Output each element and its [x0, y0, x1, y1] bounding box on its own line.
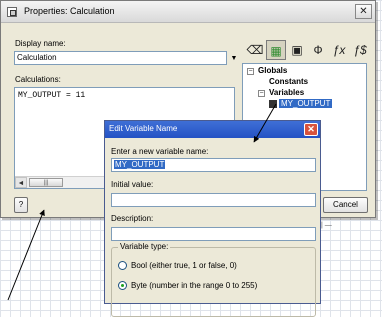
initial-value-label: Initial value: — [111, 180, 154, 189]
variable-name-label: Enter a new variable name: — [111, 147, 209, 156]
close-icon[interactable]: ✕ — [355, 4, 372, 19]
string-function-icon[interactable]: ƒ$ — [353, 43, 367, 57]
cancel-button[interactable]: Cancel — [323, 197, 368, 213]
eraser-icon[interactable]: ⌫ — [246, 43, 264, 57]
globals-tree-icon[interactable]: ▦ — [266, 40, 286, 60]
calculator-icon[interactable]: ▣ — [291, 43, 303, 57]
background-fragment: | — — [321, 222, 332, 229]
annotation-arrow-to-editor — [8, 210, 44, 300]
scroll-left-icon[interactable]: ◄ — [15, 177, 27, 188]
close-icon[interactable]: ✕ — [304, 123, 318, 136]
tree-node-globals[interactable]: Globals — [258, 66, 288, 75]
tree-node-constants[interactable]: Constants — [269, 77, 309, 86]
byte-option-label[interactable]: Byte (number in the range 0 to 255) — [131, 281, 258, 290]
fx-icon[interactable]: ƒx — [332, 43, 346, 57]
display-name-input[interactable]: Calculation — [14, 51, 227, 65]
bool-option-label[interactable]: Bool (either true, 1 or false, 0) — [131, 261, 237, 270]
chevron-down-icon[interactable]: ▼ — [230, 55, 238, 62]
help-button[interactable]: ? — [14, 197, 28, 213]
edit-variable-title: Edit Variable Name — [109, 124, 178, 133]
properties-title: Properties: Calculation — [24, 6, 115, 16]
tree-node-variables[interactable]: Variables — [269, 88, 305, 97]
variable-type-label: Variable type: — [120, 242, 169, 251]
collapse-icon[interactable]: − — [259, 90, 264, 97]
display-name-label: Display name: — [15, 39, 66, 48]
selected-variable-name[interactable]: MY_OUTPUT — [281, 99, 331, 108]
calculations-label: Calculations: — [15, 75, 61, 84]
description-label: Description: — [111, 214, 154, 223]
function-icon[interactable]: Ф — [313, 43, 323, 57]
collapse-icon[interactable]: − — [248, 68, 253, 75]
annotation-arrow-to-dialog — [254, 104, 276, 142]
scroll-thumb[interactable]: ||| — [29, 178, 63, 187]
variable-name-value[interactable]: MY_OUTPUT — [115, 160, 165, 169]
calculation-code[interactable]: MY_OUTPUT = 11 — [18, 91, 86, 100]
